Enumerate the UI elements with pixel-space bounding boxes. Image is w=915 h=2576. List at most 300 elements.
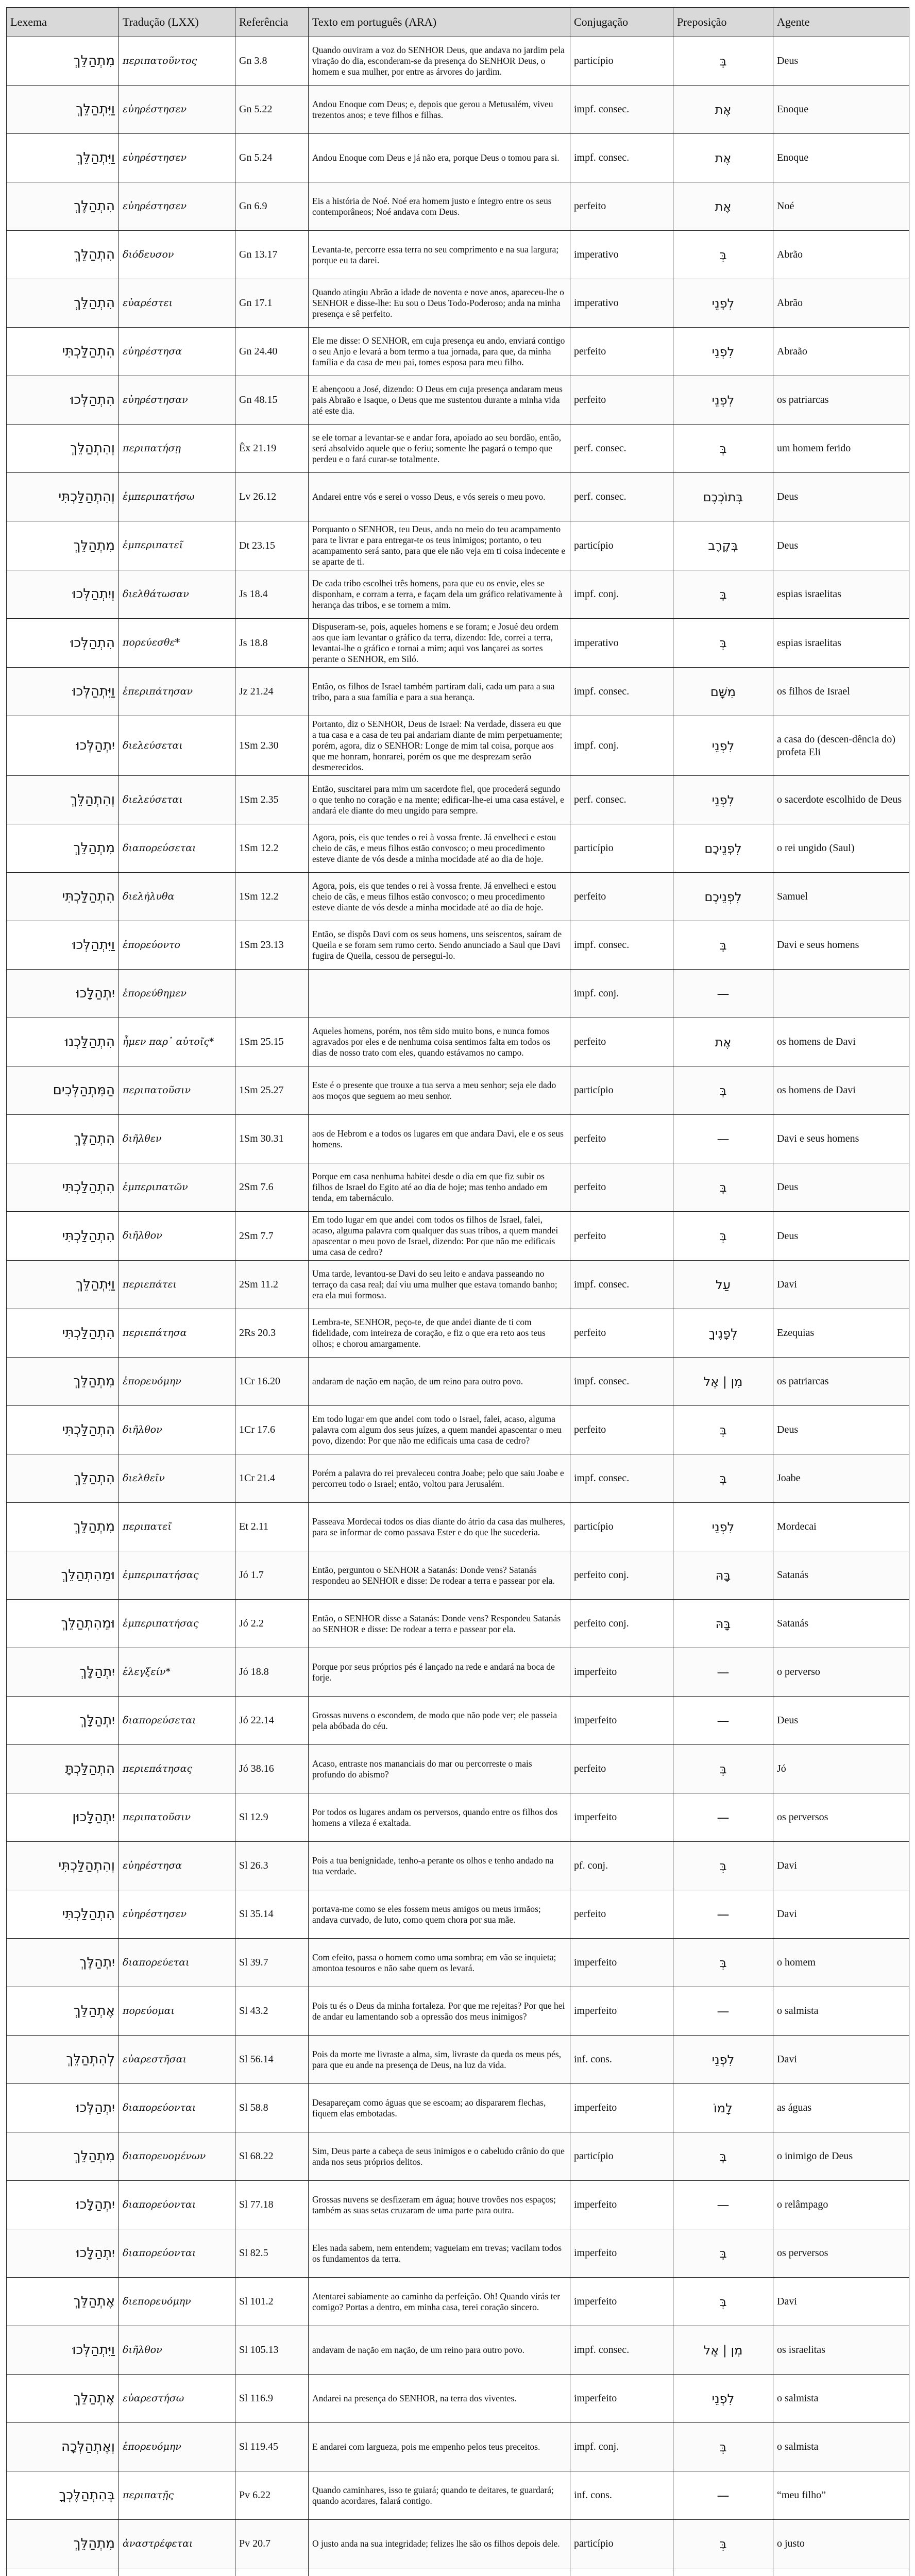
conjugation-cell: impf. consec. (570, 86, 673, 134)
conjugation-cell: imperfeito (570, 2229, 673, 2278)
header-referencia: Referência (235, 8, 309, 37)
lxx-cell: περιπατῇς (119, 2471, 235, 2520)
agent-cell: Samuel (773, 873, 909, 921)
text-cell: Então, se dispôs Davi com os seus homens, uns seiscentos, saíram de Queila e se foram sem rumo certo. Sendo anunciado a Saul que Davi fugira de Queila, cessou de persegui-lo. (309, 921, 570, 970)
lexema-cell: יִתְהַלָּכוּ (7, 2181, 119, 2229)
text-cell (309, 970, 570, 1018)
reference-cell: 1Sm 25.27 (235, 1066, 309, 1115)
conjugation-cell: imperfeito (570, 2181, 673, 2229)
text-cell: Porque em casa nenhuma habitei desde o dia em que fiz subir os filhos de Israel do Egito até ao dia de hoje; mas tenho andado em tenda, em tabernáculo. (309, 1163, 570, 1212)
lexema-cell: הַמִּתְהַלְּכִים (7, 1066, 119, 1115)
text-cell: aos de Hebrom e a todos os lugares em que andara Davi, ele e os seus homens. (309, 1115, 570, 1163)
agent-cell: Satanás (773, 1600, 909, 1648)
lexema-cell: מִתְהַלֵּךְ (7, 2132, 119, 2181)
lexema-cell: וְאֶתְהַלְּכָה (7, 2423, 119, 2471)
table-row (7, 1503, 909, 1551)
table-row (7, 134, 909, 182)
table-row (7, 279, 909, 328)
text-cell: Eles nada sabem, nem entendem; vagueiam em trevas; vacilam todos os fundamentos da terra. (309, 2229, 570, 2278)
preposition-cell: — (673, 1793, 773, 1842)
reference-cell: Gn 5.24 (235, 134, 309, 182)
text-cell: Com efeito, passa o homem como uma sombra; em vão se inquieta; amontoa tesouros e não sabe quem os levará. (309, 1939, 570, 1987)
text-cell: Andarei entre vós e serei o vosso Deus, e vós sereis o meu povo. (309, 473, 570, 521)
conjugation-cell: pf. conj. (570, 1842, 673, 1890)
reference-cell: 1Cr 21.4 (235, 1454, 309, 1503)
lxx-cell: εὐηρέστησεν (119, 1890, 235, 1939)
conjugation-cell: imperfeito (570, 2278, 673, 2326)
agent-cell: os perversos (773, 2229, 909, 2278)
text-cell (309, 2568, 570, 2576)
conjugation-cell: impf. consec. (570, 2326, 673, 2375)
agent-cell: Joabe (773, 1454, 909, 1503)
conjugation-cell: perfeito (570, 1745, 673, 1793)
text-cell: andaram de nação em nação, de um reino para outro povo. (309, 1358, 570, 1406)
reference-cell: Gn 17.1 (235, 279, 309, 328)
lxx-cell: εὐηρέστησεν (119, 182, 235, 231)
text-cell: Passeava Mordecai todos os dias diante do átrio da casa das mulheres, para se informar de como passava Ester e do que lhe sucederia. (309, 1503, 570, 1551)
preposition-cell: אֶת (673, 182, 773, 231)
lxx-cell: διαπορεύονται (119, 2229, 235, 2278)
lexema-cell: מִתְהַלֵּךְ (7, 1503, 119, 1551)
lxx-cell (119, 2568, 235, 2576)
preposition-cell: לִפְנֵיכֶם (673, 824, 773, 873)
table-row (7, 86, 909, 134)
agent-cell: o rei ungido (Saul) (773, 824, 909, 873)
reference-cell (235, 970, 309, 1018)
agent-cell: os perversos (773, 1793, 909, 1842)
table-row (7, 1066, 909, 1115)
lxx-cell: διῆλθεν (119, 1115, 235, 1163)
lexema-cell: בְּהִתְהַלֶּכְךָ (7, 2471, 119, 2520)
table-row (7, 473, 909, 521)
table-row (7, 1939, 909, 1987)
lexema-cell: הִתְהַלֵּךְ (7, 279, 119, 328)
agent-cell: Abraão (773, 328, 909, 376)
agent-cell: os patriarcas (773, 376, 909, 425)
lxx-cell: περιπατοῦντος (119, 37, 235, 86)
text-cell: O justo anda na sua integridade; felizes lhe são os filhos depois dele. (309, 2520, 570, 2568)
agent-cell: Jó (773, 1745, 909, 1793)
lxx-cell: περιεπάτησα (119, 1309, 235, 1358)
preposition-cell: — (673, 1890, 773, 1939)
conjugation-cell: imperfeito (570, 1939, 673, 1987)
agent-cell: o relâmpago (773, 2181, 909, 2229)
lxx-cell: διῆλθον (119, 1406, 235, 1454)
text-cell: Pois tu és o Deus da minha fortaleza. Por que me rejeitas? Por que hei de andar eu lamentando sob a opressão dos meus inimigos? (309, 1987, 570, 2036)
reference-cell: 1Cr 16.20 (235, 1358, 309, 1406)
reference-cell: Jó 22.14 (235, 1697, 309, 1745)
text-cell: Então, o SENHOR disse a Satanás: Donde vens? Respondeu Satanás ao SENHOR e disse: De rodear a terra e passear por ela. (309, 1600, 570, 1648)
agent-cell: as águas (773, 2084, 909, 2132)
conjugation-cell: particípio (570, 824, 673, 873)
lxx-cell: εὐηρέστησα (119, 1842, 235, 1890)
conjugation-cell: perfeito (570, 1212, 673, 1261)
reference-cell: 1Sm 2.30 (235, 716, 309, 776)
conjugation-cell: imperfeito (570, 2375, 673, 2423)
preposition-cell: בְּ (673, 1939, 773, 1987)
lexema-cell: הִתְהַלְּכוּ (7, 376, 119, 425)
lexema-cell: יִתְהַלֶּךְ (7, 1939, 119, 1987)
conjugation-cell: imperfeito (570, 1987, 673, 2036)
preposition-cell: בְּ (673, 1454, 773, 1503)
preposition-cell: — (673, 1697, 773, 1745)
lxx-cell: εὐηρέστησαν (119, 376, 235, 425)
lxx-cell: περιπατοῦσιν (119, 1793, 235, 1842)
lxx-cell: περιπατεῖ (119, 1503, 235, 1551)
agent-cell: o homem (773, 1939, 909, 1987)
text-cell: Grossas nuvens se desfizeram em água; houve trovões nos espaços; também as suas setas cruzaram de uma parte para outra. (309, 2181, 570, 2229)
agent-cell: Abrão (773, 231, 909, 279)
conjugation-cell: perfeito (570, 376, 673, 425)
text-cell: Pois a tua benignidade, tenho-a perante os olhos e tenho andado na tua verdade. (309, 1842, 570, 1890)
text-cell: Levanta-te, percorre essa terra no seu comprimento e na sua largura; porque eu ta darei. (309, 231, 570, 279)
text-cell: Então, os filhos de Israel também partiram dali, cada um para a sua tribo, para a sua família e para a sua herança. (309, 668, 570, 716)
lxx-cell: διελεύσεται (119, 716, 235, 776)
lxx-cell: εὐηρέστησα (119, 328, 235, 376)
agent-cell: o justo (773, 2520, 909, 2568)
conjugation-cell: imperfeito (570, 1697, 673, 1745)
lxx-cell: περιεπάτησας (119, 1745, 235, 1793)
agent-cell: Deus (773, 473, 909, 521)
reference-cell: 2Rs 20.3 (235, 1309, 309, 1358)
agent-cell: Deus (773, 521, 909, 570)
conjugation-cell: perfeito (570, 182, 673, 231)
agent-cell: o salmista (773, 1987, 909, 2036)
lxx-cell: ἦμεν παρ᾽ αὐτοῖς* (119, 1018, 235, 1066)
preposition-cell: בְּ (673, 425, 773, 473)
reference-cell: Gn 3.8 (235, 37, 309, 86)
lexema-cell: מִתְהַלֵּךְ (7, 1358, 119, 1406)
text-cell: andavam de nação em nação, de um reino para outro povo. (309, 2326, 570, 2375)
lexema-cell: לְהִתְהַלֵּךְ (7, 2036, 119, 2084)
header-texto: Texto em português (ARA) (309, 8, 570, 37)
agent-cell: o salmista (773, 2375, 909, 2423)
agent-cell: o inimigo de Deus (773, 2132, 909, 2181)
lxx-cell: ἀναστρέφεται (119, 2520, 235, 2568)
text-cell: Portanto, diz o SENHOR, Deus de Israel: Na verdade, dissera eu que a tua casa e a casa de teu pai andariam diante de mim perpetuamente; porém, agora, diz o SENHOR: Longe de mim tal coisa, porque aos que me honram, honrarei, porém os que me desprezam serão desmerecidos. (309, 716, 570, 776)
table-row (7, 2423, 909, 2471)
agent-cell: os homens de Davi (773, 1018, 909, 1066)
table-row (7, 37, 909, 86)
reference-cell: 2Sm 7.7 (235, 1212, 309, 1261)
text-cell: Acaso, entraste nos mananciais do mar ou percorreste o mais profundo do abismo? (309, 1745, 570, 1793)
agent-cell: Noé (773, 182, 909, 231)
conjugation-cell: perf. consec. (570, 776, 673, 824)
table-row (7, 1890, 909, 1939)
table-row (7, 1793, 909, 1842)
preposition-cell: בְּ (673, 1212, 773, 1261)
text-cell: Por todos os lugares andam os perversos, quando entre os filhos dos homens a vileza é exaltada. (309, 1793, 570, 1842)
lxx-cell: διαπορεύονται (119, 2084, 235, 2132)
conjugation-cell: perf. consec. (570, 473, 673, 521)
lexema-cell: וְיִתְהַלְּכוּ (7, 570, 119, 619)
agent-cell: a casa do (descen-dência do) profeta Eli (773, 716, 909, 776)
lexema-cell: הִתְהַלַּכְתִּי (7, 1890, 119, 1939)
lxx-cell: ἐπορεύοντο (119, 921, 235, 970)
conjugation-cell (570, 2568, 673, 2576)
reference-cell: Pv 6.22 (235, 2471, 309, 2520)
lexema-cell: יִתְהַלָּךְ (7, 1697, 119, 1745)
table-row (7, 1987, 909, 2036)
conjugation-cell: perfeito conj. (570, 1600, 673, 1648)
table-row (7, 1309, 909, 1358)
agent-cell (773, 970, 909, 1018)
preposition-cell: בְּ (673, 2132, 773, 2181)
conjugation-cell: perfeito (570, 1115, 673, 1163)
conjugation-cell: perfeito (570, 328, 673, 376)
agent-cell: Satanás (773, 1551, 909, 1600)
agent-cell: Deus (773, 1163, 909, 1212)
text-cell: De cada tribo escolhei três homens, para que eu os envie, eles se disponham, e corram a terra, e façam dela um gráfico relativamente à herança das tribos, e se tornem a mim. (309, 570, 570, 619)
lexema-cell: אֶתְהַלֵּךְ (7, 1987, 119, 2036)
table-row (7, 182, 909, 231)
preposition-cell: בְּ (673, 921, 773, 970)
agent-cell: Enoque (773, 134, 909, 182)
lexema-cell: וַיִּתְהַלֵּךְ (7, 86, 119, 134)
lexema-cell: וַיִּתְהַלְּכוּ (7, 921, 119, 970)
lxx-cell: διαπορεύσεται (119, 824, 235, 873)
reference-cell: 1Cr 17.6 (235, 1406, 309, 1454)
lexema-cell: וּמֵהִתְהַלֵּךְ (7, 1600, 119, 1648)
agent-cell: Enoque (773, 86, 909, 134)
agent-cell (773, 2568, 909, 2576)
agent-cell: Deus (773, 37, 909, 86)
agent-cell: os israelitas (773, 2326, 909, 2375)
conjugation-cell: impf. conj. (570, 570, 673, 619)
reference-cell: Gn 6.9 (235, 182, 309, 231)
lxx-cell: διόδευσον (119, 231, 235, 279)
conjugation-cell: perfeito (570, 1163, 673, 1212)
text-cell: Agora, pois, eis que tendes o rei à vossa frente. Já envelheci e estou cheio de cãs, e meus filhos estão convosco; o meu procedimento esteve diante de vós desde a minha mocidade até ao dia de hoje. (309, 873, 570, 921)
table-row (7, 716, 909, 776)
conjugation-cell: particípio (570, 37, 673, 86)
lexema-cell: הִתְהַלַּכְתִּי (7, 1406, 119, 1454)
lexema-cell: אֶתְהַלֵּךְ (7, 2375, 119, 2423)
lxx-cell: διαπορεύσεται (119, 1697, 235, 1745)
agent-cell: Davi e seus homens (773, 921, 909, 970)
table-row (7, 921, 909, 970)
lxx-cell: ἐμπεριπατῶν (119, 1163, 235, 1212)
conjugation-cell: perfeito (570, 1018, 673, 1066)
lxx-cell: διελήλυθα (119, 873, 235, 921)
conjugation-cell: particípio (570, 521, 673, 570)
table-row (7, 1212, 909, 1261)
preposition-cell: בְּ (673, 570, 773, 619)
table-row (7, 521, 909, 570)
agent-cell: Ezequias (773, 1309, 909, 1358)
lexema-cell: יִתְהַלָּכוּ (7, 970, 119, 1018)
reference-cell: Gn 13.17 (235, 231, 309, 279)
preposition-cell: בָּהּ (673, 1551, 773, 1600)
lexema-cell (7, 2568, 119, 2576)
lexema-cell: הִתְהַלַּכְתָּ (7, 1745, 119, 1793)
text-cell: Porque por seus próprios pés é lançado na rede e andará na boca de forje. (309, 1648, 570, 1697)
table-row (7, 1261, 909, 1309)
conjugation-cell: imperfeito (570, 2084, 673, 2132)
table-row (7, 824, 909, 873)
text-cell: Andarei na presença do SENHOR, na terra dos viventes. (309, 2375, 570, 2423)
conjugation-cell: impf. consec. (570, 1261, 673, 1309)
lxx-cell: εὐαρέστει (119, 279, 235, 328)
lxx-cell: ἐμπεριπατήσας (119, 1551, 235, 1600)
lxx-cell: διῆλθον (119, 2326, 235, 2375)
reference-cell: Êx 21.19 (235, 425, 309, 473)
agent-cell: Deus (773, 1212, 909, 1261)
table-row (7, 1745, 909, 1793)
table-row (7, 1697, 909, 1745)
conjugation-cell: particípio (570, 2520, 673, 2568)
lxx-cell: διελθεῖν (119, 1454, 235, 1503)
table-row (7, 1115, 909, 1163)
text-cell: Andou Enoque com Deus; e, depois que gerou a Metusalém, viveu trezentos anos; e teve filhos e filhas. (309, 86, 570, 134)
reference-cell: 1Sm 23.13 (235, 921, 309, 970)
preposition-cell: בְּ (673, 2423, 773, 2471)
lxx-cell: ἐλεγξείν* (119, 1648, 235, 1697)
lxx-cell: περιπατοῦσιν (119, 1066, 235, 1115)
reference-cell: Sl 101.2 (235, 2278, 309, 2326)
text-cell: Quando atingiu Abrão a idade de noventa e nove anos, apareceu-lhe o SENHOR e disse-lhe: Eu sou o Deus Todo-Poderoso; anda na minha presença e sê perfeito. (309, 279, 570, 328)
reference-cell: Sl 43.2 (235, 1987, 309, 2036)
conjugation-cell: imperativo (570, 231, 673, 279)
agent-cell: Mordecai (773, 1503, 909, 1551)
conjugation-cell: perfeito conj. (570, 1551, 673, 1600)
table-row (7, 2471, 909, 2520)
text-cell: E abençoou a José, dizendo: O Deus em cuja presença andaram meus pais Abraão e Isaque, o Deus que me sustentou durante a minha vida até este dia. (309, 376, 570, 425)
text-cell: Lembra-te, SENHOR, peço-te, de que andei diante de ti com fidelidade, com inteireza de coração, e fiz o que era reto aos teus olhos; e chorou amargamente. (309, 1309, 570, 1358)
preposition-cell: בְּ (673, 1066, 773, 1115)
table-row (7, 668, 909, 716)
table-row (7, 1600, 909, 1648)
reference-cell: Sl 58.8 (235, 2084, 309, 2132)
table-row (7, 425, 909, 473)
preposition-cell: בְּ (673, 1406, 773, 1454)
reference-cell: 1Sm 12.2 (235, 873, 309, 921)
preposition-cell: מִן | אֶל (673, 2326, 773, 2375)
preposition-cell: לִפְנֵי (673, 328, 773, 376)
lexema-cell: יִתְהַלָּכוּ (7, 2229, 119, 2278)
text-cell: Atentarei sabiamente ao caminho da perfeição. Oh! Quando virás ter comigo? Portas a dentro, em minha casa, terei coração sincero. (309, 2278, 570, 2326)
lexema-cell: וְהִתְהַלֵּךְ (7, 776, 119, 824)
reference-cell: Sl 77.18 (235, 2181, 309, 2229)
lxx-cell: περιπατήσῃ (119, 425, 235, 473)
text-cell: portava-me como se eles fossem meus amigos ou meus irmãos; andava curvado, de luto, como quem chora por sua mãe. (309, 1890, 570, 1939)
text-cell: Pois da morte me livraste a alma, sim, livraste da queda os meus pés, para que eu ande na presença de Deus, na luz da vida. (309, 2036, 570, 2084)
agent-cell: Davi (773, 1842, 909, 1890)
table-row (7, 1648, 909, 1697)
lexema-cell: מִתְהַלֵּךְ (7, 37, 119, 86)
preposition-cell: בְּ (673, 37, 773, 86)
conjugation-cell: imperfeito (570, 1648, 673, 1697)
preposition-cell: אֶת (673, 86, 773, 134)
conjugation-cell: impf. consec. (570, 1454, 673, 1503)
table-row (7, 873, 909, 921)
preposition-cell: בְּ (673, 1745, 773, 1793)
table-row (7, 1842, 909, 1890)
preposition-cell: לִפְנֵי (673, 2036, 773, 2084)
reference-cell: 1Sm 30.31 (235, 1115, 309, 1163)
lexema-cell: וַיִּתְהַלֵּךְ (7, 1261, 119, 1309)
reference-cell: Jó 1.7 (235, 1551, 309, 1600)
text-cell: Em todo lugar em que andei com todos os filhos de Israel, falei, acaso, alguma palavra com qualquer das suas tribos, a quem mandei apascentar o meu povo de Israel, dizendo: Por que não me edificais uma casa de cedro? (309, 1212, 570, 1261)
reference-cell: Gn 24.40 (235, 328, 309, 376)
lexema-cell: הִתְהַלֶּךְ (7, 1115, 119, 1163)
lxx-cell: εὐηρέστησεν (119, 86, 235, 134)
reference-cell: Dt 23.15 (235, 521, 309, 570)
preposition-cell: לִפְנֵי (673, 776, 773, 824)
lxx-cell: διαπορεύονται (119, 2181, 235, 2229)
lexema-cell: הִתְהַלֵּךְ (7, 1454, 119, 1503)
reference-cell: Jó 2.2 (235, 1600, 309, 1648)
text-cell: Andou Enoque com Deus e já não era, porque Deus o tomou para si. (309, 134, 570, 182)
preposition-cell: לִפְנֵי (673, 1503, 773, 1551)
table-row (7, 2520, 909, 2568)
preposition-cell: בְּ (673, 619, 773, 668)
table-row (7, 970, 909, 1018)
reference-cell: Gn 5.22 (235, 86, 309, 134)
header-conjugacao: Conjugação (570, 8, 673, 37)
conjugation-cell: inf. cons. (570, 2036, 673, 2084)
table-row (7, 1163, 909, 1212)
reference-cell: Sl 105.13 (235, 2326, 309, 2375)
preposition-cell: בְּ (673, 2278, 773, 2326)
table-row (7, 231, 909, 279)
lexema-cell: מִתְהַלֵּךְ (7, 824, 119, 873)
lexema-cell: וְהִתְהַלַּכְתִּי (7, 473, 119, 521)
table-row (7, 328, 909, 376)
lxx-cell: ἐπορευόμην (119, 2423, 235, 2471)
reference-cell: Sl 12.9 (235, 1793, 309, 1842)
table-row (7, 2326, 909, 2375)
header-agente: Agente (773, 8, 909, 37)
conjugation-cell: perfeito (570, 873, 673, 921)
preposition-cell: לִפְנֵיכֶם (673, 873, 773, 921)
preposition-cell: בְּ (673, 1842, 773, 1890)
lexema-cell: וּמֵהִתְהַלֵּךְ (7, 1551, 119, 1600)
reference-cell: Pv 20.7 (235, 2520, 309, 2568)
preposition-cell: — (673, 2181, 773, 2229)
conjugation-cell: perf. consec. (570, 425, 673, 473)
text-cell: Este é o presente que trouxe a tua serva a meu senhor; seja ele dado aos moços que seguem ao meu senhor. (309, 1066, 570, 1115)
lexema-cell: הִתְהַלֶּךְ (7, 182, 119, 231)
agent-cell: os homens de Davi (773, 1066, 909, 1115)
preposition-cell: אֶת (673, 134, 773, 182)
preposition-cell: בָּהּ (673, 1600, 773, 1648)
preposition-cell: בְּ (673, 231, 773, 279)
preposition-cell: לְפָנֶיךָ (673, 1309, 773, 1358)
lexema-cell: מִתְהַלֵּךְ (7, 521, 119, 570)
reference-cell: Lv 26.12 (235, 473, 309, 521)
reference-cell: Jz 21.24 (235, 668, 309, 716)
agent-cell: Abrão (773, 279, 909, 328)
table-row (7, 2375, 909, 2423)
conjugation-cell: inf. cons. (570, 2471, 673, 2520)
lexema-cell: יִתְהַלָּךְ (7, 1648, 119, 1697)
text-cell: Quando caminhares, isso te guiará; quando te deitares, te guardará; quando acordares, falará contigo. (309, 2471, 570, 2520)
header-preposicao: Preposição (673, 8, 773, 37)
preposition-cell: עַל (673, 1261, 773, 1309)
preposition-cell: — (673, 2471, 773, 2520)
conjugation-cell: perfeito (570, 1406, 673, 1454)
preposition-cell: בְּקֶרֶב (673, 521, 773, 570)
preposition-cell: בְּתוֹכְכֶם (673, 473, 773, 521)
conjugation-cell: impf. consec. (570, 1358, 673, 1406)
preposition-cell: — (673, 1987, 773, 2036)
table-row (7, 1454, 909, 1503)
agent-cell: “meu filho” (773, 2471, 909, 2520)
text-cell: Eis a história de Noé. Noé era homem justo e íntegro entre os seus contemporâneos; Noé andava com Deus. (309, 182, 570, 231)
agent-cell: Deus (773, 1406, 909, 1454)
reference-cell: Jó 38.16 (235, 1745, 309, 1793)
